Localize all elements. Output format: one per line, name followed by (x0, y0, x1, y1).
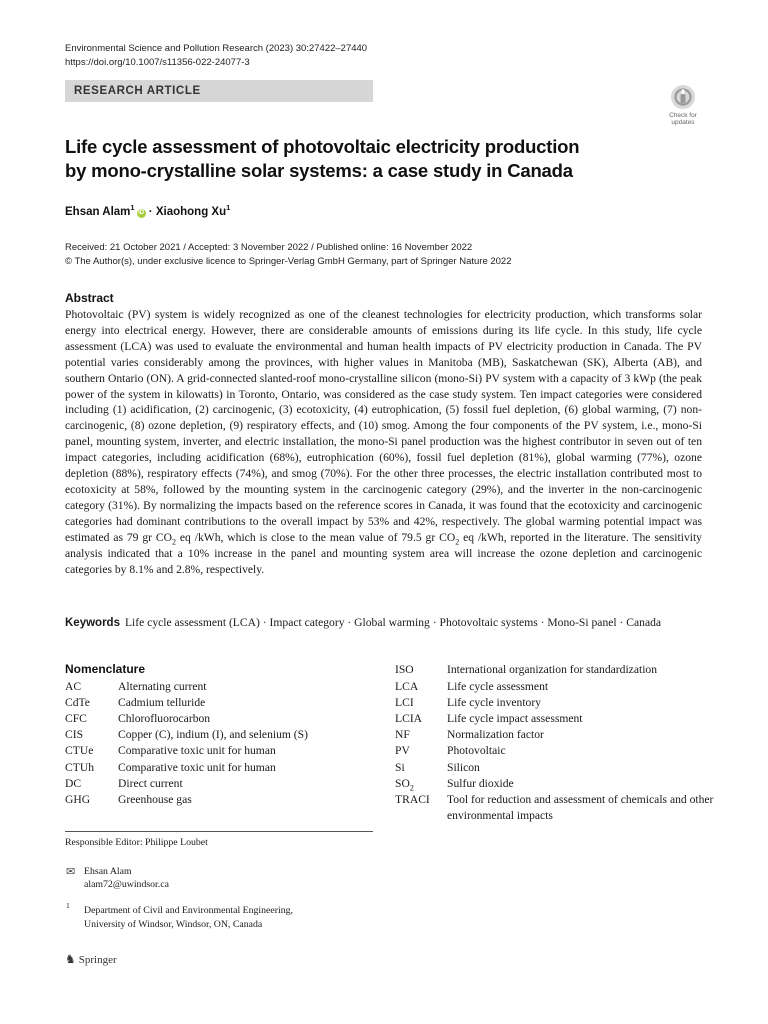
title-line-1: Life cycle assessment of photovoltaic electricity production (65, 136, 580, 157)
nomenclature-abbr: CTUe (65, 744, 94, 757)
check-updates-icon (670, 84, 696, 110)
nomenclature-def: Normalization factor (447, 728, 544, 741)
nomenclature-def: Copper (C), indium (I), and selenium (S) (118, 728, 308, 741)
abbr-text: SO (395, 777, 410, 790)
affiliation (84, 904, 293, 931)
nomenclature-def: Direct current (118, 777, 183, 790)
subscript: 2 (172, 537, 177, 546)
nomenclature-def: Cadmium telluride (118, 696, 206, 709)
paper-title (65, 135, 625, 183)
nomenclature-abbr (395, 776, 414, 792)
dates-line: Received: 21 October 2021 / Accepted: 3 November 2022 / Published online: 16 November 2022 (65, 242, 473, 253)
abstract-text-part: eq /kWh, which is close to the mean value of 79.5 gr CO (176, 530, 456, 544)
check-updates-line1: Check for (669, 112, 697, 119)
nomenclature-def: Alternating current (118, 680, 207, 693)
nomenclature-def: Life cycle inventory (447, 696, 541, 709)
nomenclature-def: Tool for reduction and assessment of chemicals and other environmental impacts (447, 793, 714, 822)
nomenclature-def: Greenhouse gas (118, 793, 192, 806)
author-affiliation-mark: 1 (130, 203, 135, 212)
nomenclature-def: Silicon (447, 761, 480, 774)
nomenclature-abbr: PV (395, 744, 410, 757)
nomenclature-def: Chlorofluorocarbon (118, 712, 211, 725)
nomenclature-def: Comparative toxic unit for human (118, 761, 276, 774)
keywords-block (65, 615, 702, 631)
abstract-text-part: eq /kWh, reported in the literature. The sensitivity analysis indicated that a 10% increase in the panel and mounting system area will increase the ozone depletion and carcinogenic categories by 8.1% and 2.8%, respectively. (65, 530, 702, 576)
springer-horse-icon: ♞ (65, 952, 76, 966)
nomenclature-abbr: Si (395, 761, 405, 774)
responsible-editor: Responsible Editor: Philippe Loubet (65, 837, 208, 848)
nomenclature-abbr: LCI (395, 696, 414, 709)
nomenclature-def: Life cycle assessment (447, 680, 549, 693)
nomenclature-def: Sulfur dioxide (447, 777, 514, 790)
abstract-text (65, 307, 702, 577)
nomenclature-def: Life cycle impact assessment (447, 712, 583, 725)
affiliation-line: Department of Civil and Environmental Engineering, (84, 905, 293, 916)
subscript: 2 (409, 783, 414, 793)
abstract-heading: Abstract (65, 291, 114, 305)
doi-link[interactable]: https://doi.org/10.1007/s11356-022-24077-3 (65, 57, 250, 68)
publisher-logo (65, 952, 117, 967)
author-list (65, 203, 230, 218)
corresponding-author-email[interactable]: alam72@uwindsor.ca (84, 879, 169, 890)
journal-citation: Environmental Science and Pollution Research (2023) 30:27422–27440 (65, 43, 368, 54)
author-affiliation-mark: 1 (226, 203, 231, 212)
nomenclature-abbr: CIS (65, 728, 84, 741)
nomenclature-def: Photovoltaic (447, 744, 506, 757)
nomenclature-abbr: LCA (395, 680, 419, 693)
journal-header (65, 42, 367, 70)
affiliation-number: 1 (66, 901, 70, 910)
nomenclature-abbr: NF (395, 728, 410, 741)
check-for-updates-badge[interactable] (665, 84, 701, 124)
nomenclature-abbr: CdTe (65, 696, 90, 709)
author-name[interactable]: Ehsan Alam (65, 205, 131, 218)
publisher-name: Springer (78, 954, 117, 966)
corresponding-author-name: Ehsan Alam (84, 866, 132, 877)
copyright-line: © The Author(s), under exclusive licence to Springer-Verlag GmbH Germany, part of Springer Nature 2022 (65, 256, 512, 267)
affiliation-line: University of Windsor, Windsor, ON, Canada (84, 918, 263, 930)
nomenclature-abbr: TRACI (395, 793, 430, 806)
author-separator: · (148, 205, 153, 218)
nomenclature-abbr: CTUh (65, 761, 94, 774)
keywords-text: Life cycle assessment (LCA) · Impact category · Global warming · Photovoltaic systems · Mono-Si panel · Canada (124, 616, 662, 629)
article-type-banner: RESEARCH ARTICLE (65, 80, 373, 102)
nomenclature-def: Comparative toxic unit for human (118, 744, 276, 757)
check-updates-line2: updates (671, 119, 695, 126)
envelope-icon: ✉ (66, 866, 76, 878)
nomenclature-abbr: AC (65, 680, 82, 693)
nomenclature-abbr: ISO (395, 663, 414, 676)
nomenclature-abbr: CFC (65, 712, 87, 725)
nomenclature-heading: Nomenclature (65, 662, 146, 676)
author-name[interactable]: Xiaohong Xu (155, 205, 227, 218)
keywords-label: Keywords (65, 617, 120, 629)
orcid-icon[interactable]: iD (138, 209, 145, 216)
nomenclature-def: International organization for standardization (447, 663, 658, 676)
subscript: 2 (455, 537, 460, 546)
footer-divider (65, 831, 373, 832)
abstract-text-part: Photovoltaic (PV) system is widely recognized as one of the cleanest technologies for electricity production, which transforms solar energy into electrical energy. However, there are considerable amounts of emissions during its life cycle. In this study, life cycle assessment (LCA) was used to evaluate the environmental and human health impacts of PV electricity production in Canada. The PV potential varies considerably among the provinces, with higher values in Manitoba (MB), Saskatchewan (SK), Alberta (AB), and southern Ontario (ON). A grid-connected slanted-roof mono-crystalline silicon (mono-Si) PV system with a capacity of 3 kWp (the peak power of the system in kilowatts) in Toronto, Ontario, was considered as the case study system. Ten impact categories were considered including (1) acidification, (2) carcinogenic, (3) ecotoxicity, (4) eutrophication, (5) fossil fuel depletion, (6) global warming, (7) non-carcinogenic, (8) ozone depletion, (9) respiratory effects, and (10) smog. Among the four components of the PV system, i.e., mono-Si panel, mounting system, inverter, and electric installation, the mono-Si panel production was the highest contributor in seven out of ten impact categories, including acidification (68%), eutrophication (60%), fossil fuel depletion (81%), global warming (77%), ozone depletion (88%), respiratory effects (74%), and smog (70%). For the other three processes, the electric installation contributed most to ecotoxicity at 58%, followed by the mounting system in the carcinogenic category (29%), and the inverter in the non-carcinogenic category (31%). By normalizing the impacts based on the reference scores in Canada, it was found that the ecotoxicity and carcinogenic categories had dominant contributions to the overall impact by 53% and 42%, respectively. The global warming potential impact was estimated as 79 gr CO (65, 308, 702, 544)
publication-dates (65, 241, 512, 269)
title-line-2: by mono-crystalline solar systems: a case study in Canada (65, 160, 573, 181)
nomenclature-abbr: DC (65, 777, 82, 790)
nomenclature-abbr: GHG (65, 793, 91, 806)
nomenclature-abbr: LCIA (395, 712, 423, 725)
